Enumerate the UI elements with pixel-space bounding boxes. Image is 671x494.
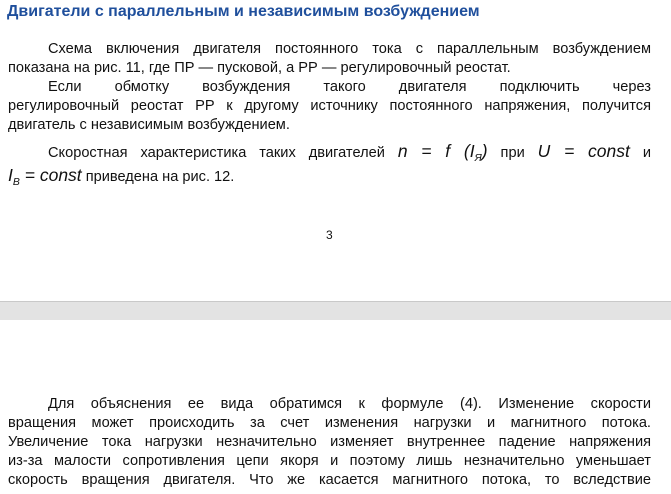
text-line: вращения может происходить за счет изменения нагрузки и магнитного потока. xyxy=(8,415,651,431)
text-fragment: приведена на рис. 12. xyxy=(81,169,235,185)
page-separator xyxy=(0,301,671,321)
text-line xyxy=(8,163,651,187)
paragraph-independent xyxy=(8,78,651,135)
paragraph-explanation xyxy=(8,395,651,490)
text-fragment: Скоростная характеристика таких двигателей xyxy=(48,145,385,161)
paragraph-scheme xyxy=(8,40,651,78)
formula-field-current: $I_В$ = const xyxy=(8,165,82,188)
text-line: регулировочный реостат РР к другому источнику постоянного напряжения, получится xyxy=(8,98,651,114)
text-fragment: и xyxy=(642,145,651,161)
section-heading: Двигатели с параллельным и независимым возбуждением xyxy=(7,3,480,20)
text-line: скорость вращения двигателя. Что же касается магнитного потока, то вследствие xyxy=(8,472,651,488)
paragraph-speed-characteristic xyxy=(8,139,651,187)
formula-voltage: U = const xyxy=(537,141,630,161)
page-4 xyxy=(0,320,671,494)
text-line: Для объяснения ее вида обратимся к формуле (4). Изменение скорости xyxy=(48,396,651,412)
formula-speed: n = f $(I_Я)$ xyxy=(397,141,488,163)
text-line: из-за малости сопротивления цепи якоря и поэтому лишь незначительно уменьшает xyxy=(8,453,651,469)
text-line: Схема включения двигателя постоянного тока с параллельным возбуждением xyxy=(48,41,651,57)
text-line: Увеличение тока нагрузки незначительно изменяет внутреннее падение напряжения xyxy=(8,434,651,450)
text-line xyxy=(8,139,651,163)
text-fragment: при xyxy=(500,145,525,161)
text-line: показана на рис. 11, где ПР — пусковой, а РР — регулировочный реостат. xyxy=(8,60,511,76)
page-number: 3 xyxy=(326,228,333,242)
text-line: Если обмотку возбуждения такого двигателя подключить через xyxy=(48,79,651,95)
text-line: двигатель с независимым возбуждением. xyxy=(8,117,290,133)
